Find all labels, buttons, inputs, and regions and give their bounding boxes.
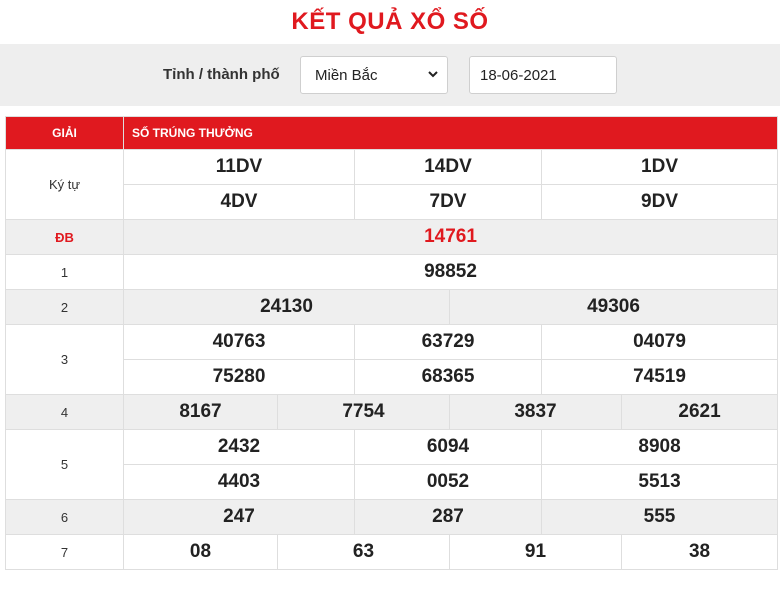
- prize-number: 98852: [124, 255, 778, 290]
- prize-number: 75280: [124, 360, 355, 395]
- prize-number: 6094: [355, 430, 542, 465]
- table-row: [6, 325, 778, 360]
- page-title: KẾT QUẢ XỔ SỐ: [291, 8, 489, 35]
- prize-number: 287: [355, 500, 542, 535]
- ky-tu-cell: 7DV: [355, 185, 542, 220]
- prize-label-5: 5: [6, 430, 124, 500]
- prize-number: 68365: [355, 360, 542, 395]
- prize-label-4: 4: [6, 395, 124, 430]
- ky-tu-cell: 14DV: [355, 150, 542, 185]
- table-header-row: [6, 117, 778, 150]
- table-row: [6, 220, 778, 255]
- prize-number: 0052: [355, 465, 542, 500]
- prize-number: 91: [450, 535, 622, 570]
- ky-tu-cell: 1DV: [542, 150, 778, 185]
- header-prize: GIẢI: [6, 117, 124, 150]
- table-row: [6, 255, 778, 290]
- table-row: [6, 150, 778, 185]
- prize-number: 8167: [124, 395, 278, 430]
- prize-label-2: 2: [6, 290, 124, 325]
- prize-number: 2621: [622, 395, 778, 430]
- prize-number: 3837: [450, 395, 622, 430]
- prize-label-3: 3: [6, 325, 124, 395]
- table-row: [6, 535, 778, 570]
- prize-number: 40763: [124, 325, 355, 360]
- date-field[interactable]: [469, 56, 617, 94]
- prize-label-6: 6: [6, 500, 124, 535]
- prize-label-db: ĐB: [6, 220, 124, 255]
- prize-number: 2432: [124, 430, 355, 465]
- prize-number: 63: [278, 535, 450, 570]
- prize-number: 63729: [355, 325, 542, 360]
- prize-label-1: 1: [6, 255, 124, 290]
- special-prize-number: 14761: [124, 220, 778, 255]
- province-select-value: Miền Bắc: [315, 66, 378, 84]
- prize-number: 08: [124, 535, 278, 570]
- table-row: [6, 500, 778, 535]
- ky-tu-cell: 9DV: [542, 185, 778, 220]
- prize-number: 5513: [542, 465, 778, 500]
- header-numbers: SỐ TRÚNG THƯỞNG: [124, 117, 778, 150]
- ky-tu-cell: 11DV: [124, 150, 355, 185]
- province-select[interactable]: [300, 56, 448, 94]
- results-table: [5, 116, 778, 570]
- ky-tu-label: Ký tự: [6, 150, 124, 220]
- province-label: Tỉnh / thành phố: [163, 66, 280, 83]
- prize-number: 74519: [542, 360, 778, 395]
- prize-number: 38: [622, 535, 778, 570]
- chevron-down-icon: [427, 68, 439, 80]
- table-row: [6, 395, 778, 430]
- filter-bar: [0, 44, 780, 106]
- prize-label-7: 7: [6, 535, 124, 570]
- prize-number: 555: [542, 500, 778, 535]
- date-field-value: 18-06-2021: [480, 66, 557, 84]
- prize-number: 49306: [450, 290, 778, 325]
- table-row: [6, 430, 778, 465]
- prize-number: 4403: [124, 465, 355, 500]
- prize-number: 04079: [542, 325, 778, 360]
- prize-number: 8908: [542, 430, 778, 465]
- prize-number: 7754: [278, 395, 450, 430]
- prize-number: 247: [124, 500, 355, 535]
- ky-tu-cell: 4DV: [124, 185, 355, 220]
- table-row: [6, 290, 778, 325]
- prize-number: 24130: [124, 290, 450, 325]
